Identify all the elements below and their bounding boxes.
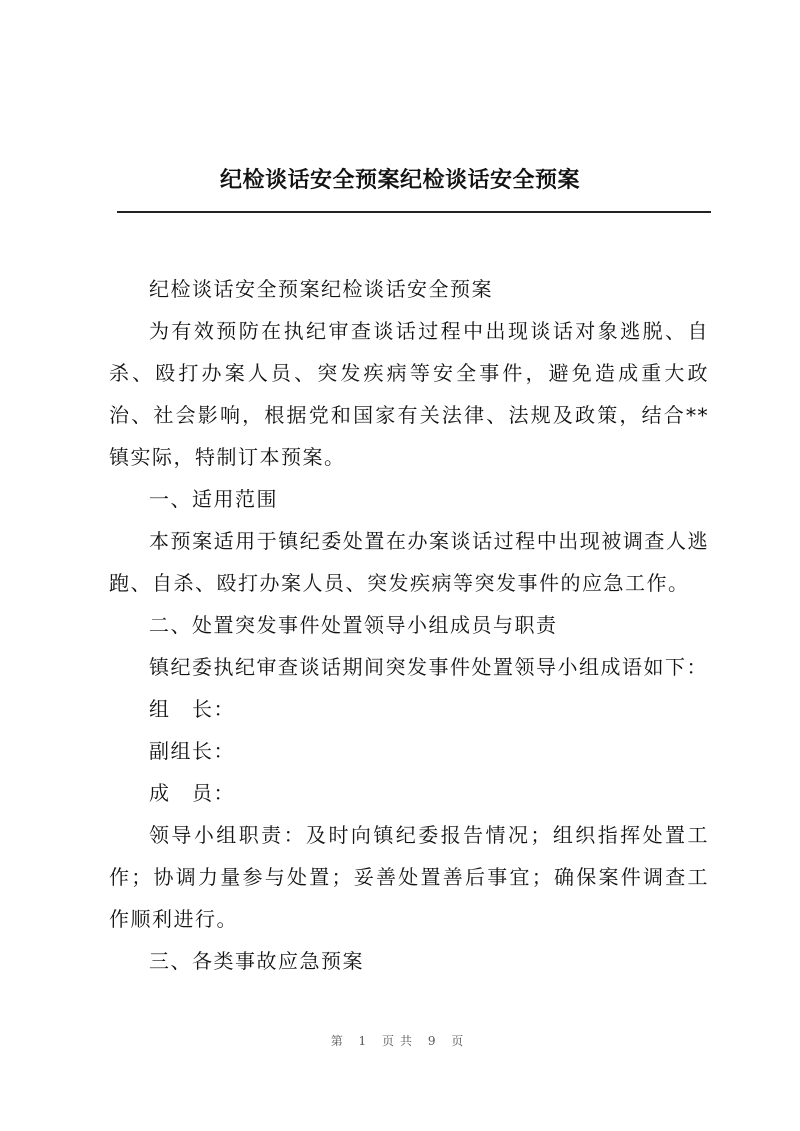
paragraph-purpose: 为有效预防在执纪审查谈话过程中出现谈话对象逃脱、自杀、殴打办案人员、突发疾病等安全事件，避免造成重大政治、社会影响，根据党和国家有关法律、法规及政策，结合**镇实际，特制订本预案。 (109, 319, 709, 469)
paragraph-duties: 领导小组职责：及时向镇纪委报告情况；组织指挥处置工作；协调力量参与处置；妥善处置善后事宜；确保案件调查工作顺利进行。 (109, 823, 709, 931)
section-heading-leadership: 二、处置突发事件处置领导小组成员与职责 (149, 613, 558, 637)
document-title: 纪检谈话安全预案纪检谈话安全预案 (219, 167, 580, 193)
leader-line: 组 长： (149, 697, 235, 721)
paragraph-leadership-intro: 镇纪委执纪审查谈话期间突发事件处置领导小组成语如下： (149, 655, 708, 679)
section-heading-scope: 一、适用范围 (149, 487, 278, 511)
members-line: 成 员： (149, 781, 235, 805)
deputy-leader-line: 副组长： (149, 739, 235, 763)
section-heading-emergency-plans: 三、各类事故应急预案 (149, 949, 364, 973)
paragraph-heading-repeat: 纪检谈话安全预案纪检谈话安全预案 (149, 277, 493, 301)
page-footer: 第 1 页共 9 页 (330, 1034, 470, 1048)
document-body (109, 268, 709, 982)
paragraph-scope: 本预案适用于镇纪委处置在办案谈话过程中出现被调查人逃跑、自杀、殴打办案人员、突发疾病等突发事件的应急工作。 (109, 529, 709, 595)
title-underline (117, 211, 711, 213)
